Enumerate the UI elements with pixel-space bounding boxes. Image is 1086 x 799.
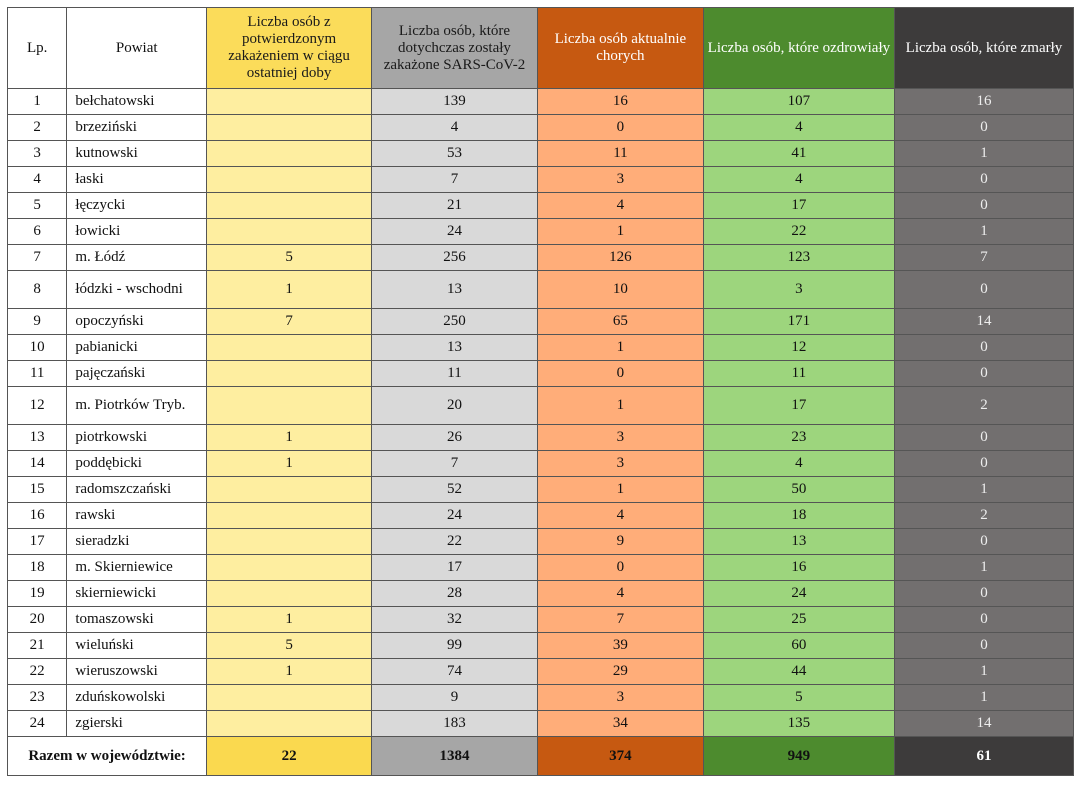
table-row — [8, 115, 1074, 141]
cell-new-cases: 1 — [207, 271, 372, 309]
cell-lp: 18 — [8, 555, 67, 581]
cell-total-infected: 13 — [372, 335, 538, 361]
cell-currently-sick: 0 — [537, 361, 703, 387]
cell-lp: 22 — [8, 659, 67, 685]
cell-lp: 12 — [8, 387, 67, 425]
cell-powiat: poddębicki — [67, 451, 207, 477]
cell-deceased: 1 — [894, 685, 1073, 711]
cell-new-cases — [207, 219, 372, 245]
cell-new-cases — [207, 115, 372, 141]
cell-currently-sick: 34 — [537, 711, 703, 737]
cell-lp: 19 — [8, 581, 67, 607]
cell-new-cases — [207, 555, 372, 581]
cell-total-infected: 7 — [372, 167, 538, 193]
cell-recovered: 17 — [703, 387, 894, 425]
cell-deceased: 0 — [894, 361, 1073, 387]
cell-lp: 8 — [8, 271, 67, 309]
table-row — [8, 309, 1074, 335]
cell-powiat: bełchatowski — [67, 89, 207, 115]
cell-lp: 21 — [8, 633, 67, 659]
cell-currently-sick: 65 — [537, 309, 703, 335]
cell-total-infected: 256 — [372, 245, 538, 271]
cell-lp: 6 — [8, 219, 67, 245]
cell-new-cases — [207, 193, 372, 219]
totals-deceased: 61 — [894, 737, 1073, 776]
table-row — [8, 477, 1074, 503]
totals-row — [8, 737, 1074, 776]
cell-deceased: 0 — [894, 529, 1073, 555]
cell-new-cases — [207, 387, 372, 425]
header-powiat: Powiat — [67, 8, 207, 89]
cell-recovered: 4 — [703, 167, 894, 193]
cell-powiat: m. Skierniewice — [67, 555, 207, 581]
cell-lp: 20 — [8, 607, 67, 633]
cell-deceased: 0 — [894, 633, 1073, 659]
cell-recovered: 123 — [703, 245, 894, 271]
cell-powiat: m. Piotrków Tryb. — [67, 387, 207, 425]
table-footer — [8, 737, 1074, 776]
cell-powiat: m. Łódź — [67, 245, 207, 271]
cell-currently-sick: 9 — [537, 529, 703, 555]
cell-currently-sick: 4 — [537, 581, 703, 607]
table-row — [8, 335, 1074, 361]
cell-recovered: 13 — [703, 529, 894, 555]
table-row — [8, 555, 1074, 581]
cell-currently-sick: 10 — [537, 271, 703, 309]
cell-total-infected: 4 — [372, 115, 538, 141]
cell-new-cases — [207, 167, 372, 193]
cell-deceased: 1 — [894, 141, 1073, 167]
cell-recovered: 23 — [703, 425, 894, 451]
cell-currently-sick: 0 — [537, 555, 703, 581]
cell-currently-sick: 3 — [537, 425, 703, 451]
cell-deceased: 0 — [894, 193, 1073, 219]
cell-deceased: 1 — [894, 477, 1073, 503]
cell-recovered: 18 — [703, 503, 894, 529]
cell-recovered: 107 — [703, 89, 894, 115]
cell-deceased: 0 — [894, 167, 1073, 193]
table-header — [8, 8, 1074, 89]
cell-recovered: 4 — [703, 115, 894, 141]
table-row — [8, 607, 1074, 633]
cell-powiat: skierniewicki — [67, 581, 207, 607]
cell-total-infected: 24 — [372, 503, 538, 529]
cell-total-infected: 22 — [372, 529, 538, 555]
cell-total-infected: 7 — [372, 451, 538, 477]
cell-recovered: 60 — [703, 633, 894, 659]
table-row — [8, 711, 1074, 737]
cell-deceased: 0 — [894, 425, 1073, 451]
cell-currently-sick: 3 — [537, 167, 703, 193]
cell-total-infected: 74 — [372, 659, 538, 685]
cell-new-cases: 7 — [207, 309, 372, 335]
cell-deceased: 7 — [894, 245, 1073, 271]
cell-powiat: wieluński — [67, 633, 207, 659]
table-row — [8, 581, 1074, 607]
cell-deceased: 1 — [894, 659, 1073, 685]
cell-powiat: opoczyński — [67, 309, 207, 335]
cell-currently-sick: 1 — [537, 335, 703, 361]
table-row — [8, 685, 1074, 711]
cell-recovered: 4 — [703, 451, 894, 477]
cell-powiat: piotrkowski — [67, 425, 207, 451]
totals-new-cases: 22 — [207, 737, 372, 776]
cell-currently-sick: 29 — [537, 659, 703, 685]
cell-deceased: 0 — [894, 607, 1073, 633]
table-row — [8, 219, 1074, 245]
cell-deceased: 0 — [894, 581, 1073, 607]
table-row — [8, 503, 1074, 529]
cell-total-infected: 21 — [372, 193, 538, 219]
covid-district-table — [7, 7, 1074, 776]
totals-recovered: 949 — [703, 737, 894, 776]
cell-total-infected: 99 — [372, 633, 538, 659]
cell-total-infected: 9 — [372, 685, 538, 711]
cell-total-infected: 11 — [372, 361, 538, 387]
header-row — [8, 8, 1074, 89]
cell-powiat: łaski — [67, 167, 207, 193]
cell-lp: 7 — [8, 245, 67, 271]
cell-powiat: kutnowski — [67, 141, 207, 167]
cell-total-infected: 28 — [372, 581, 538, 607]
cell-new-cases: 1 — [207, 425, 372, 451]
cell-recovered: 3 — [703, 271, 894, 309]
cell-recovered: 50 — [703, 477, 894, 503]
cell-lp: 23 — [8, 685, 67, 711]
cell-deceased: 0 — [894, 115, 1073, 141]
cell-total-infected: 53 — [372, 141, 538, 167]
cell-total-infected: 17 — [372, 555, 538, 581]
cell-total-infected: 32 — [372, 607, 538, 633]
cell-currently-sick: 0 — [537, 115, 703, 141]
cell-currently-sick: 1 — [537, 219, 703, 245]
table-row — [8, 89, 1074, 115]
table-row — [8, 245, 1074, 271]
cell-total-infected: 52 — [372, 477, 538, 503]
cell-new-cases — [207, 477, 372, 503]
cell-lp: 3 — [8, 141, 67, 167]
cell-lp: 9 — [8, 309, 67, 335]
cell-total-infected: 24 — [372, 219, 538, 245]
cell-recovered: 171 — [703, 309, 894, 335]
cell-powiat: zgierski — [67, 711, 207, 737]
header-currently-sick: Liczba osób aktualnie chorych — [537, 8, 703, 89]
cell-powiat: tomaszowski — [67, 607, 207, 633]
cell-powiat: rawski — [67, 503, 207, 529]
cell-new-cases — [207, 529, 372, 555]
cell-powiat: łęczycki — [67, 193, 207, 219]
cell-deceased: 0 — [894, 271, 1073, 309]
cell-currently-sick: 3 — [537, 451, 703, 477]
cell-lp: 5 — [8, 193, 67, 219]
header-deceased: Liczba osób, które zmarły — [894, 8, 1073, 89]
cell-recovered: 11 — [703, 361, 894, 387]
cell-lp: 15 — [8, 477, 67, 503]
table-row — [8, 659, 1074, 685]
cell-recovered: 5 — [703, 685, 894, 711]
table-row — [8, 167, 1074, 193]
cell-lp: 2 — [8, 115, 67, 141]
cell-deceased: 14 — [894, 309, 1073, 335]
cell-total-infected: 13 — [372, 271, 538, 309]
table-row — [8, 529, 1074, 555]
table-row — [8, 633, 1074, 659]
cell-deceased: 1 — [894, 219, 1073, 245]
cell-total-infected: 139 — [372, 89, 538, 115]
cell-powiat: łowicki — [67, 219, 207, 245]
cell-deceased: 0 — [894, 335, 1073, 361]
table-row — [8, 361, 1074, 387]
cell-new-cases: 1 — [207, 659, 372, 685]
cell-powiat: pabianicki — [67, 335, 207, 361]
cell-currently-sick: 3 — [537, 685, 703, 711]
cell-powiat: pajęczański — [67, 361, 207, 387]
cell-recovered: 41 — [703, 141, 894, 167]
totals-currently-sick: 374 — [537, 737, 703, 776]
cell-currently-sick: 7 — [537, 607, 703, 633]
cell-new-cases — [207, 711, 372, 737]
cell-currently-sick: 11 — [537, 141, 703, 167]
table-row — [8, 387, 1074, 425]
table-row — [8, 271, 1074, 309]
totals-label: Razem w województwie: — [8, 737, 207, 776]
cell-deceased: 14 — [894, 711, 1073, 737]
cell-lp: 13 — [8, 425, 67, 451]
covid-table-container — [7, 7, 1074, 776]
cell-new-cases: 1 — [207, 451, 372, 477]
cell-recovered: 44 — [703, 659, 894, 685]
cell-total-infected: 183 — [372, 711, 538, 737]
cell-recovered: 22 — [703, 219, 894, 245]
cell-new-cases: 1 — [207, 607, 372, 633]
cell-currently-sick: 126 — [537, 245, 703, 271]
table-row — [8, 425, 1074, 451]
table-row — [8, 451, 1074, 477]
cell-total-infected: 26 — [372, 425, 538, 451]
cell-currently-sick: 1 — [537, 477, 703, 503]
cell-lp: 17 — [8, 529, 67, 555]
cell-powiat: zduńskowolski — [67, 685, 207, 711]
header-lp: Lp. — [8, 8, 67, 89]
cell-currently-sick: 39 — [537, 633, 703, 659]
table-body — [8, 89, 1074, 737]
cell-lp: 24 — [8, 711, 67, 737]
cell-currently-sick: 1 — [537, 387, 703, 425]
cell-new-cases — [207, 335, 372, 361]
cell-deceased: 16 — [894, 89, 1073, 115]
cell-lp: 4 — [8, 167, 67, 193]
cell-powiat: łódzki - wschodni — [67, 271, 207, 309]
cell-deceased: 2 — [894, 387, 1073, 425]
cell-new-cases: 5 — [207, 633, 372, 659]
cell-recovered: 17 — [703, 193, 894, 219]
cell-currently-sick: 16 — [537, 89, 703, 115]
cell-new-cases — [207, 361, 372, 387]
cell-lp: 1 — [8, 89, 67, 115]
header-total-infected: Liczba osób, które dotychczas zostały zakażone SARS-CoV-2 — [372, 8, 538, 89]
cell-lp: 11 — [8, 361, 67, 387]
totals-total-infected: 1384 — [372, 737, 538, 776]
cell-total-infected: 20 — [372, 387, 538, 425]
cell-deceased: 0 — [894, 451, 1073, 477]
cell-total-infected: 250 — [372, 309, 538, 335]
cell-recovered: 135 — [703, 711, 894, 737]
cell-new-cases — [207, 581, 372, 607]
cell-new-cases — [207, 141, 372, 167]
cell-powiat: brzeziński — [67, 115, 207, 141]
cell-powiat: wieruszowski — [67, 659, 207, 685]
cell-new-cases — [207, 89, 372, 115]
cell-lp: 10 — [8, 335, 67, 361]
cell-new-cases — [207, 685, 372, 711]
cell-lp: 16 — [8, 503, 67, 529]
cell-new-cases: 5 — [207, 245, 372, 271]
header-new-cases: Liczba osób z potwierdzonym zakażeniem w ciągu ostatniej doby — [207, 8, 372, 89]
cell-currently-sick: 4 — [537, 193, 703, 219]
cell-deceased: 1 — [894, 555, 1073, 581]
cell-deceased: 2 — [894, 503, 1073, 529]
cell-recovered: 16 — [703, 555, 894, 581]
cell-powiat: radomszczański — [67, 477, 207, 503]
cell-currently-sick: 4 — [537, 503, 703, 529]
table-row — [8, 193, 1074, 219]
cell-recovered: 25 — [703, 607, 894, 633]
cell-recovered: 24 — [703, 581, 894, 607]
table-row — [8, 141, 1074, 167]
cell-lp: 14 — [8, 451, 67, 477]
cell-new-cases — [207, 503, 372, 529]
cell-powiat: sieradzki — [67, 529, 207, 555]
cell-recovered: 12 — [703, 335, 894, 361]
header-recovered: Liczba osób, które ozdrowiały — [703, 8, 894, 89]
